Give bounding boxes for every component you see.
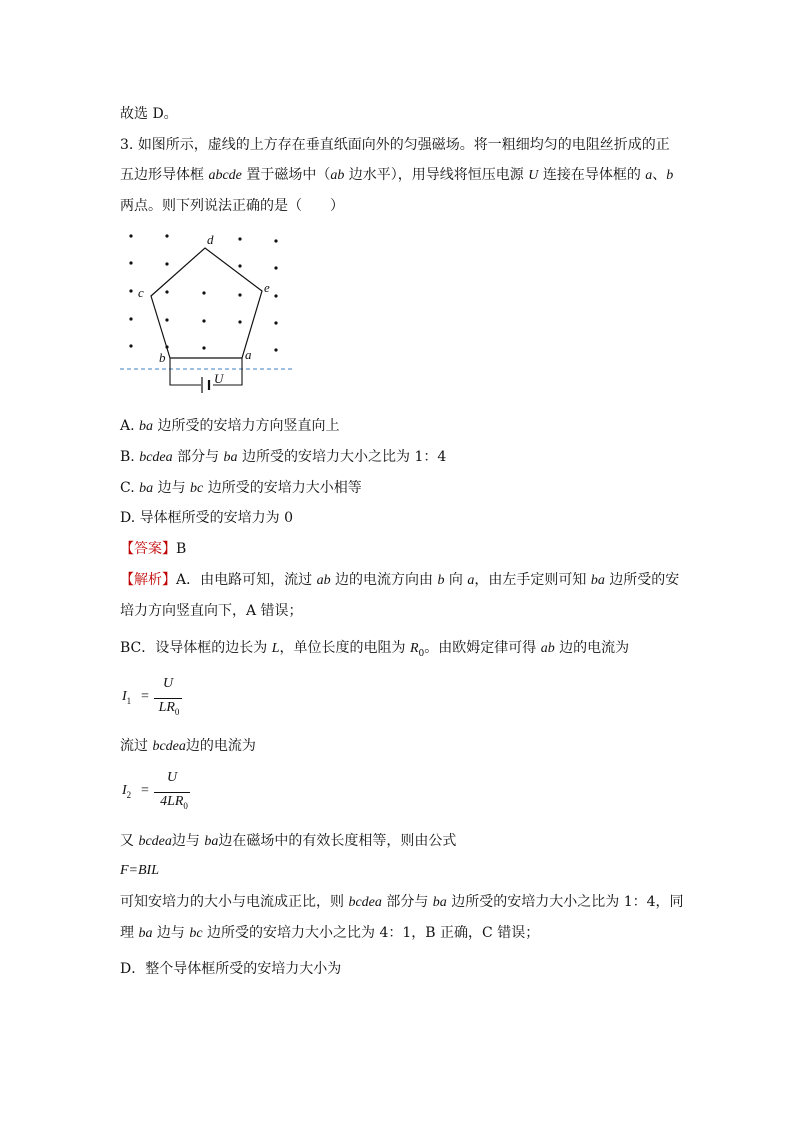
magnetic-field-dots (129, 234, 277, 351)
option-a-letter: A. (120, 418, 140, 434)
an1-ab: ab (316, 573, 331, 588)
question-text-1: 如图所示，虚线的上方存在垂直纸面向外的匀强磁场。将一粗细均匀的电阻丝折成的正 (137, 137, 670, 153)
analysis-line-1 (120, 570, 679, 591)
eq1-equals: = (141, 689, 149, 704)
an7-b: 边与 (152, 925, 190, 941)
an3-a: BC．设导体框的边长为 (120, 640, 272, 656)
an5-ba: ba (204, 834, 219, 849)
eq2-lhs-sub: 2 (126, 789, 132, 800)
prev-answer-text: 故选 D。 (120, 106, 178, 122)
an1-a: A．由电路可知，流过 (176, 572, 317, 588)
option-a-ba: ba (139, 419, 154, 434)
eq2-equals: = (141, 783, 149, 798)
analysis-tag: 【解析】 (120, 572, 176, 588)
analysis-line-3 (120, 638, 629, 664)
an1-d: ，由左手定则可知 (474, 572, 591, 588)
question-text-3: 两点。则下列说法正确的是（ ） (120, 198, 344, 214)
an1-b: 边的电流方向由 (330, 572, 438, 588)
analysis-line-7 (120, 923, 539, 944)
question-line-2 (120, 165, 673, 186)
q2-text-e: 、 (652, 167, 667, 183)
label-b: b (159, 350, 166, 365)
an1-ap: a (467, 573, 475, 588)
an4-a: 流过 (120, 738, 153, 754)
option-c-text: 边所受的安培力大小相等 (203, 480, 362, 496)
q2-text-a: 五边形导体框 (120, 167, 209, 183)
q2-b: b (666, 168, 674, 183)
option-c (120, 478, 362, 499)
an6-b: 部分与 (381, 894, 433, 910)
q2-a: a (645, 168, 653, 183)
label-e: e (264, 280, 270, 295)
an3-c: 。由欧姆定律可得 (424, 640, 541, 656)
option-b-letter: B. (120, 449, 140, 465)
analysis-line-2 (120, 601, 303, 621)
option-c-ba: ba (139, 481, 154, 496)
an8-text: D．整个导体框所受的安培力大小为 (120, 961, 342, 977)
an5-b: 边与 (171, 833, 205, 849)
an3-b: ，单位长度的电阻为 (279, 640, 410, 656)
equation-i2 (122, 770, 212, 816)
an4-b: 边的电流为 (185, 738, 256, 754)
an6-bcdea: bcdea (348, 895, 382, 910)
label-U: U (214, 371, 224, 386)
q2-text-d: 连接在导体框的 (538, 167, 646, 183)
an7-a: 理 (120, 925, 139, 941)
option-c-bc: bc (190, 481, 204, 496)
eq1-lhs: I (122, 689, 127, 704)
option-d-text: D. 导体框所受的安培力为 0 (120, 510, 293, 526)
label-c: c (138, 285, 144, 300)
q2-text-b: 置于磁场中（ (241, 167, 331, 183)
eq2-fraction-bar (154, 792, 190, 793)
an4-bcdea: bcdea (152, 739, 186, 754)
equation-i1 (122, 676, 202, 722)
an5-a: 又 (120, 833, 139, 849)
an6-a: 可知安培力的大小与电流成正比，则 (120, 894, 349, 910)
an2-text: 培力方向竖直向下，A 错误； (120, 603, 303, 619)
option-b-ba: ba (223, 450, 238, 465)
eq2-denominator: 4LR (160, 794, 184, 809)
an5-bcdea: bcdea (138, 834, 172, 849)
formula-fbil: F=BIL (120, 863, 159, 878)
question-line-3 (120, 196, 344, 216)
eq1-denominator: LR (158, 700, 175, 715)
question-line-1 (120, 135, 670, 155)
label-a: a (245, 347, 252, 362)
an5-c: 边在磁场中的有效长度相等，则由公式 (218, 833, 457, 849)
option-c-letter: C. (120, 480, 140, 496)
option-b-mid: 部分与 (172, 449, 224, 465)
an7-bc: bc (189, 926, 203, 941)
prev-answer-line (120, 104, 178, 124)
q2-abcde: abcde (208, 168, 242, 183)
an6-ba: ba (432, 895, 447, 910)
answer-line (120, 539, 186, 559)
eq2-den-sub: 0 (183, 800, 188, 811)
q2-ab: ab (330, 168, 345, 183)
analysis-line-6 (120, 892, 684, 913)
circuit-wire (170, 358, 242, 385)
an1-bp: b (437, 573, 445, 588)
an7-ba: ba (138, 926, 153, 941)
an1-c: 向 (444, 572, 468, 588)
label-d: d (207, 232, 214, 247)
q2-text-c: 边水平），用导线将恒压电源 (344, 167, 529, 183)
option-b (120, 447, 446, 468)
analysis-line-8 (120, 959, 341, 979)
eq1-fraction-bar (154, 698, 182, 699)
an7-c: 边所受的安培力大小之比为 4：1，B 正确，C 错误； (202, 925, 540, 941)
option-d (120, 508, 293, 528)
eq1-lhs-sub: 1 (126, 695, 132, 706)
answer-value: B (176, 541, 187, 557)
option-b-bcdea: bcdea (139, 450, 173, 465)
an1-ba: ba (590, 573, 605, 588)
an1-e: 边所受的安 (604, 572, 680, 588)
analysis-line-5 (120, 831, 456, 852)
option-a (120, 416, 339, 437)
an6-c: 边所受的安培力大小之比为 1：4，同 (446, 894, 684, 910)
question-number: 3. (120, 137, 134, 153)
eq1-numerator: U (162, 676, 174, 691)
answer-tag: 【答案】 (120, 541, 176, 557)
eq2-numerator: U (166, 770, 178, 785)
pentagon-magnetic-field-figure (118, 226, 303, 396)
analysis-line-4 (120, 736, 256, 757)
option-a-text: 边所受的安培力方向竖直向上 (153, 418, 340, 434)
eq2-lhs: I (122, 783, 127, 798)
formula-line (120, 861, 159, 881)
eq1-den-sub: 0 (174, 706, 180, 717)
option-c-mid: 边与 (153, 480, 191, 496)
an3-L: L (271, 641, 280, 656)
an3-ab: ab (540, 641, 555, 656)
option-b-text: 边所受的安培力大小之比为 1：4 (237, 449, 447, 465)
an3-R-sub: 0 (418, 648, 425, 659)
an3-d: 边的电流为 (554, 640, 630, 656)
q2-U: U (528, 168, 539, 183)
battery-symbol (202, 377, 209, 393)
an3-R: R (409, 641, 419, 656)
